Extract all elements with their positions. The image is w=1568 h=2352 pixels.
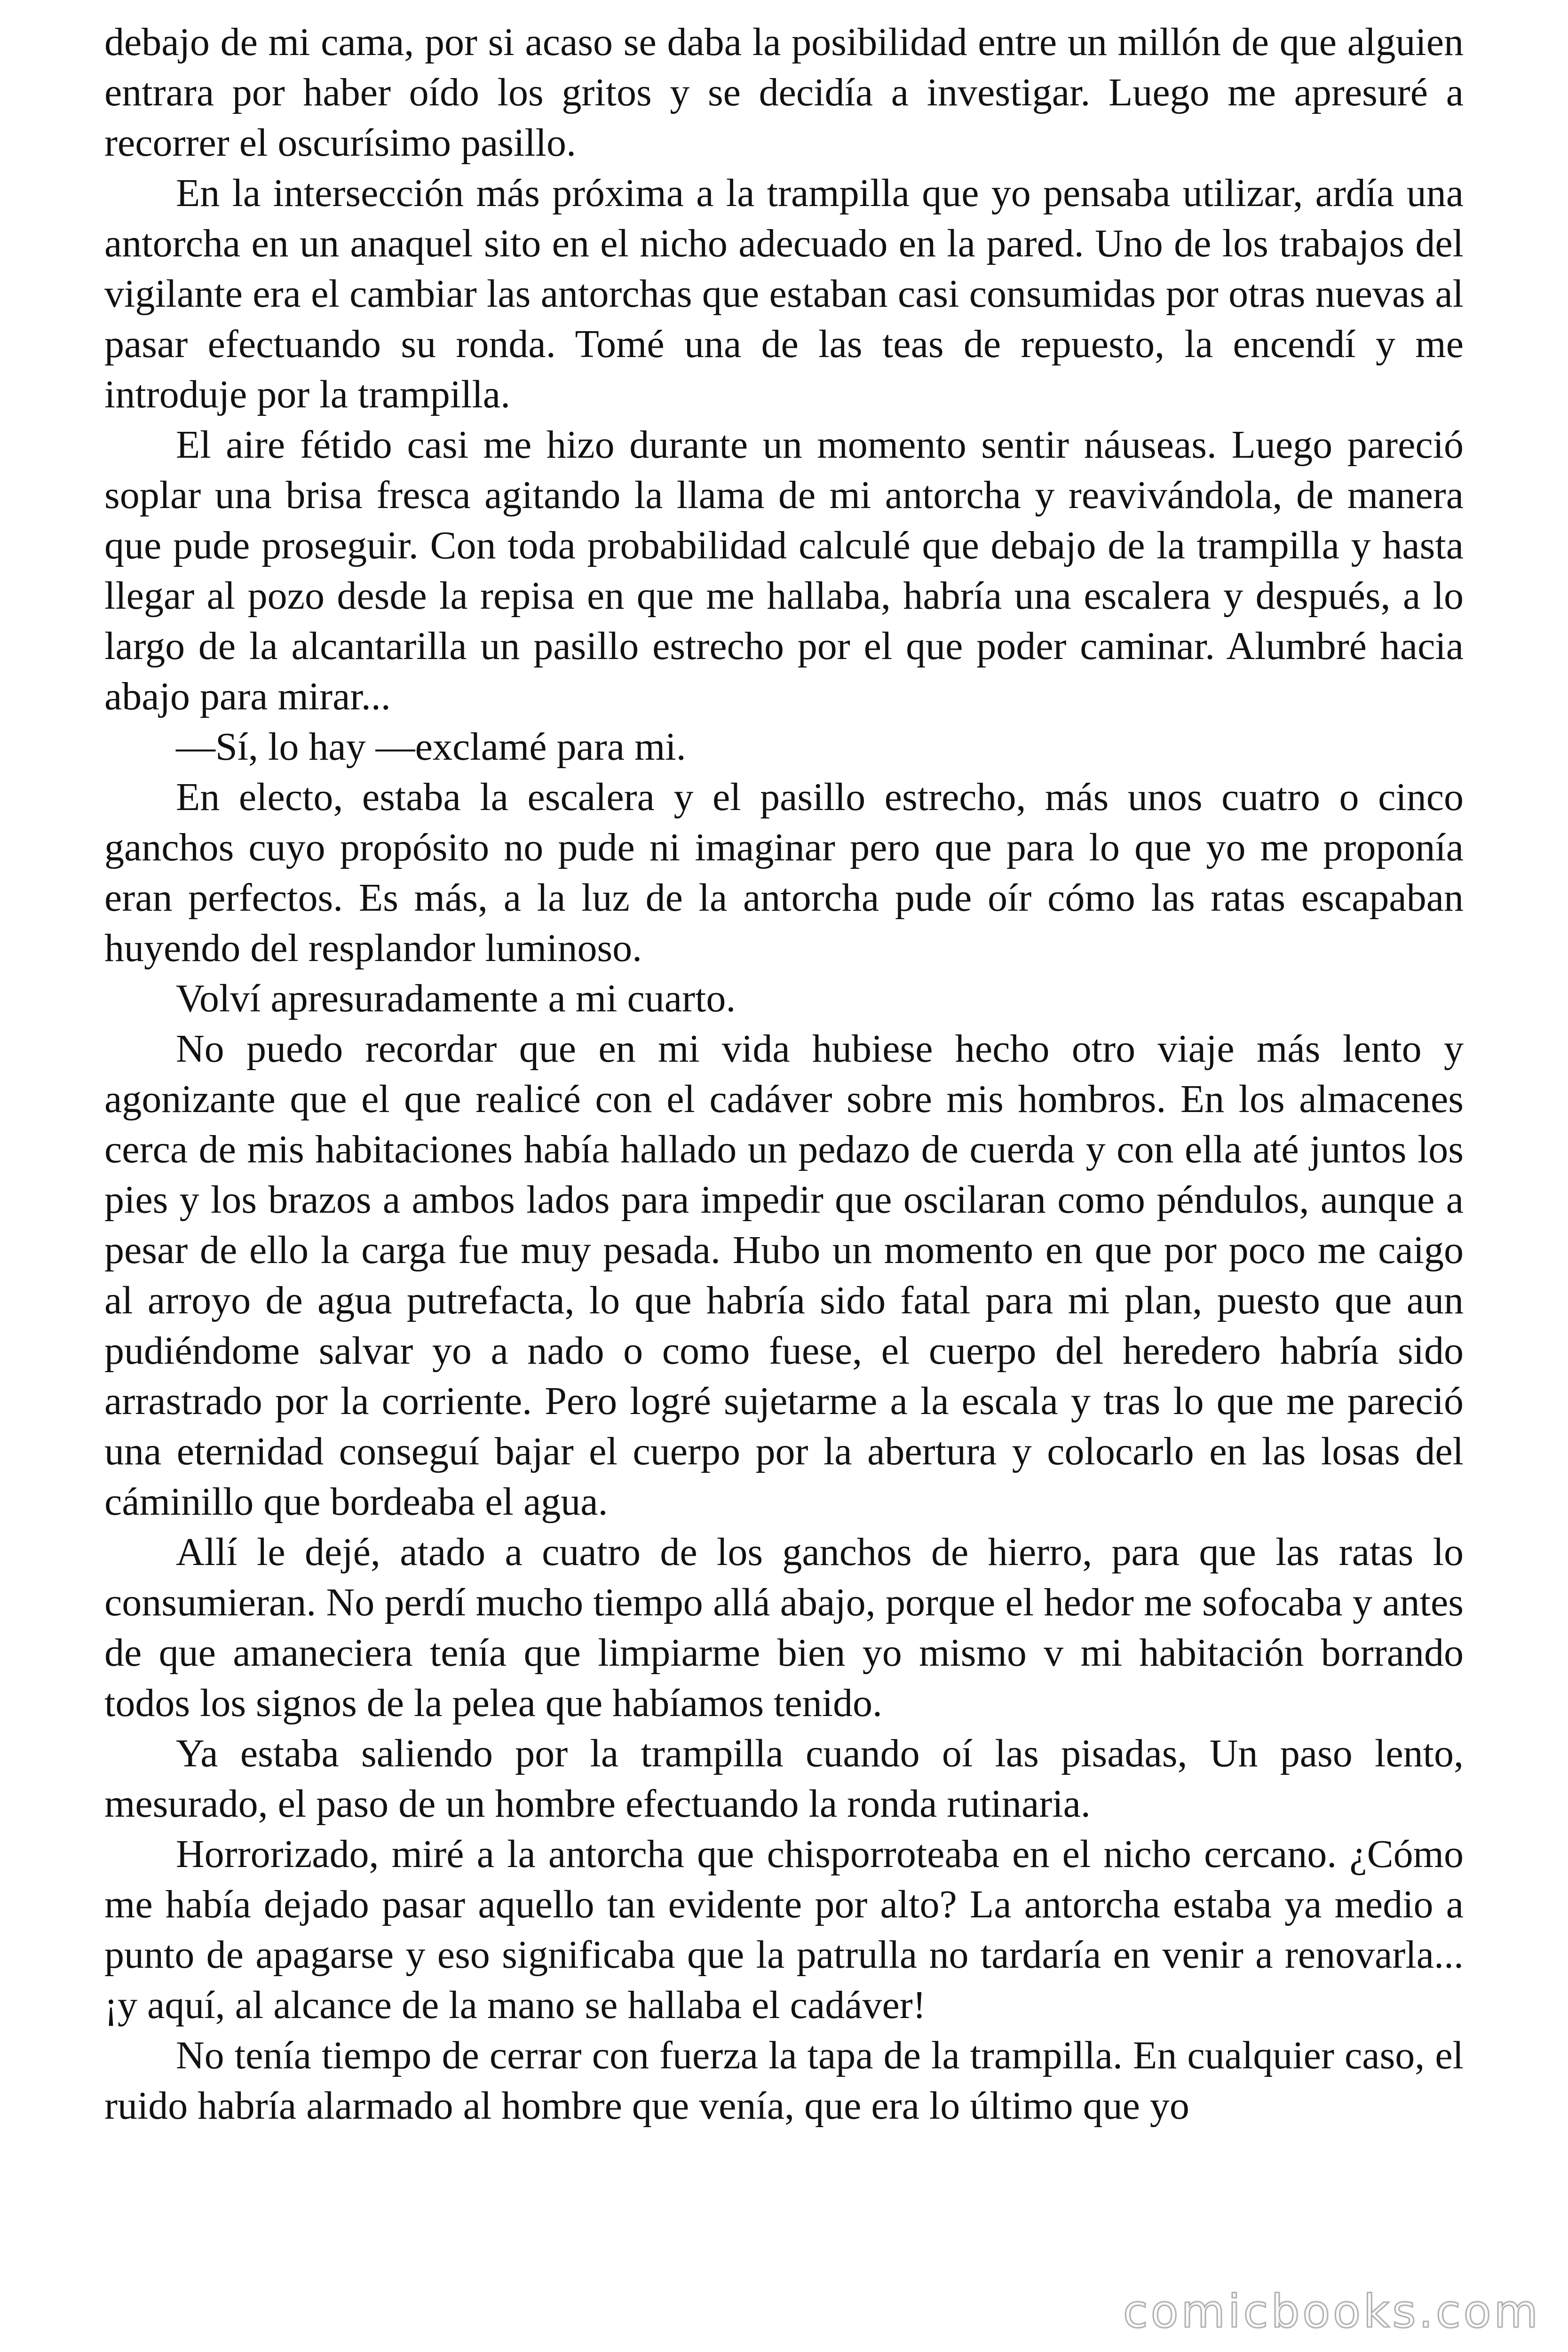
paragraph-4: —Sí, lo hay —exclamé para mi. [176, 725, 686, 769]
paragraph-10: Horrorizado, miré a la antorcha que chisporroteaba en el nicho cercano. ¿Cómo me había dejado pasar aquello tan evidente por alto? La antorcha estaba ya medio a punto de apagarse y eso significaba que la patrulla no tardaría en venir a renovarla... ¡y aquí, al alcance de la mano se hallaba el cadáver! [104, 1832, 1464, 2027]
paragraph-6: Volví apresuradamente a mi cuarto. [176, 977, 736, 1020]
paragraph-5: En electo, estaba la escalera y el pasillo estrecho, más unos cuatro o cinco ganchos cuyo propósito no pude ni imaginar pero que para lo que yo me proponía eran perfectos. Es más, a la luz de la antorcha pude oír cómo las ratas escapaban huyendo del resplandor luminoso. [104, 775, 1464, 970]
paragraph-2: En la intersección más próxima a la trampilla que yo pensaba utilizar, ardía una antorcha en un anaquel sito en el nicho adecuado en la pared. Uno de los trabajos del vigilante era el cambiar las antorchas que estaban casi consumidas por otras nuevas al pasar efectuando su ronda. Tomé una de las teas de repuesto, la encendí y me introduje por la trampilla. [104, 171, 1464, 416]
page-text [104, 17, 1464, 2131]
watermark: comicbooks.com [1123, 2285, 1541, 2338]
paragraph-3: El aire fétido casi me hizo durante un momento sentir náuseas. Luego pareció soplar una brisa fresca agitando la llama de mi antorcha y reavivándola, de manera que pude proseguir. Con toda probabilidad calculé que debajo de la trampilla y hasta llegar al pozo desde la repisa en que me hallaba, habría una escalera y después, a lo largo de la alcantarilla un pasillo estrecho por el que poder caminar. Alumbré hacia abajo para mirar... [104, 423, 1464, 718]
paragraph-11: No tenía tiempo de cerrar con fuerza la tapa de la trampilla. En cualquier caso, el ruido habría alarmado al hombre que venía, que era lo último que yo [104, 2034, 1464, 2128]
paragraph-1: debajo de mi cama, por si acaso se daba la posibilidad entre un millón de que alguien entrara por haber oído los gritos y se decidía a investigar. Luego me apresuré a recorrer el oscurísimo pasillo. [104, 20, 1464, 165]
paragraph-8: Allí le dejé, atado a cuatro de los ganchos de hierro, para que las ratas lo consumieran. No perdí mucho tiempo allá abajo, porque el hedor me sofocaba y antes de que amaneciera tenía que limpiarme bien yo mismo v mi habitación borrando todos los signos de la pelea que habíamos tenido. [104, 1530, 1464, 1725]
paragraph-7: No puedo recordar que en mi vida hubiese hecho otro viaje más lento y agonizante que el que realicé con el cadáver sobre mis hombros. En los almacenes cerca de mis habitaciones había hallado un pedazo de cuerda y con ella até juntos los pies y los brazos a ambos lados para impedir que oscilaran como péndulos, aunque a pesar de ello la carga fue muy pesada. Hubo un momento en que por poco me caigo al arroyo de agua putrefacta, lo que habría sido fatal para mi plan, puesto que aun pudiéndome salvar yo a nado o como fuese, el cuerpo del heredero habría sido arrastrado por la corriente. Pero logré sujetarme a la escala y tras lo que me pareció una eternidad conseguí bajar el cuerpo por la abertura y colocarlo en las losas del cáminillo que bordeaba el agua. [104, 1027, 1464, 1524]
paragraph-9: Ya estaba saliendo por la trampilla cuando oí las pisadas, Un paso lento, mesurado, el paso de un hombre efectuando la ronda rutinaria. [104, 1732, 1464, 1826]
